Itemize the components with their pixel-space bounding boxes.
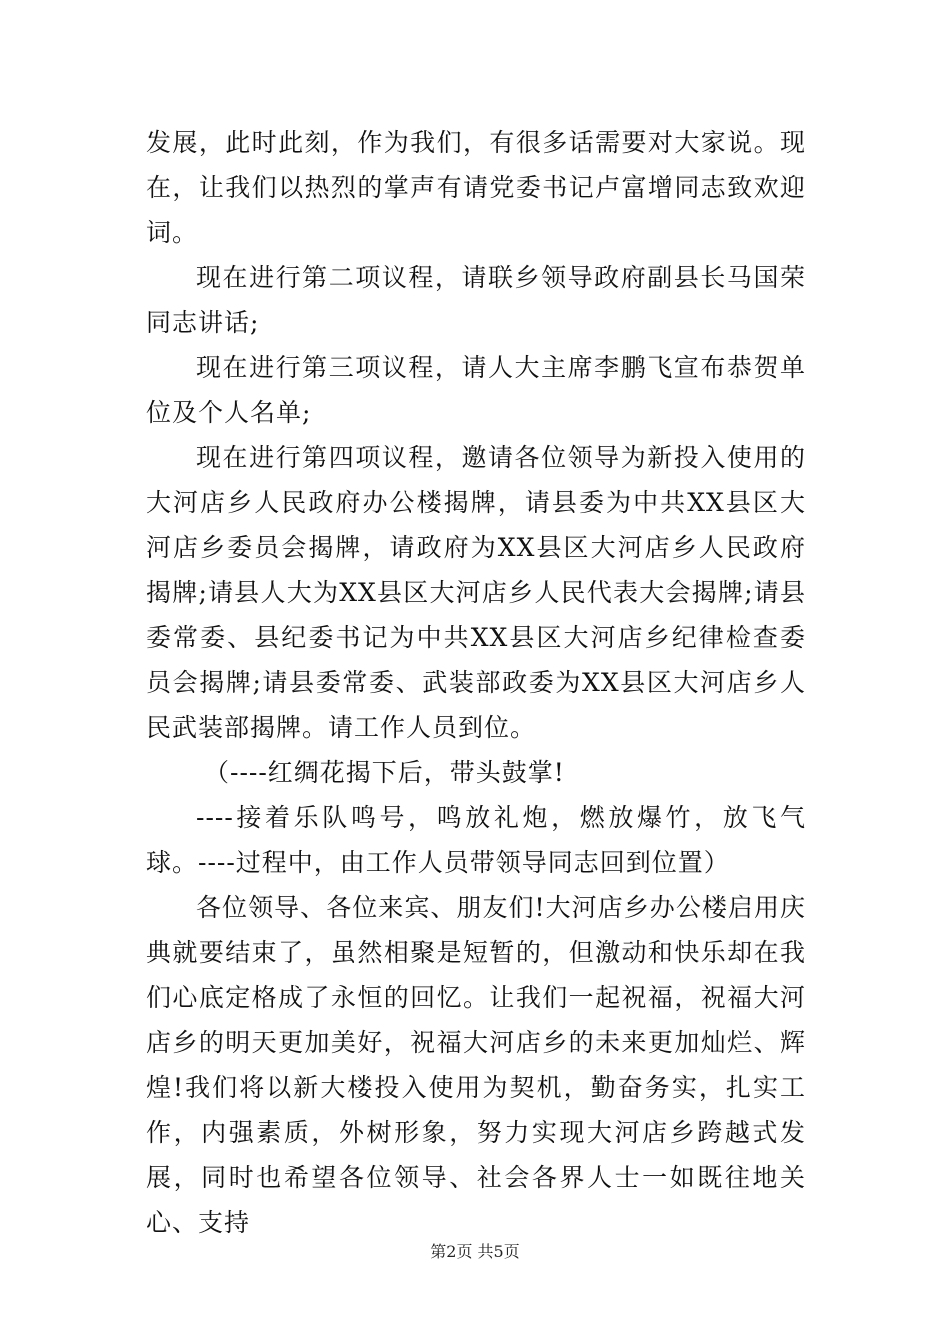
paragraph-6: ----接着乐队鸣号，鸣放礼炮，燃放爆竹，放飞气球。----过程中，由工作人员带领导同志回到位置）	[146, 803, 806, 877]
page-number: 第2页 共5页	[430, 1242, 520, 1261]
paragraph-2: 现在进行第二项议程，请联乡领导政府副县长马国荣同志讲话;	[146, 263, 806, 337]
paragraph-3: 现在进行第三项议程，请人大主席李鹏飞宣布恭贺单位及个人名单;	[146, 353, 806, 427]
paragraph-7: 各位领导、各位来宾、朋友们!大河店乡办公楼启用庆典就要结束了，虽然相聚是短暂的，但激动和快乐却在我们心底定格成了永恒的回忆。让我们一起祝福，祝福大河店乡的明天更加美好，祝福大河店乡的未来更加灿烂、辉煌!我们将以新大楼投入使用为契机，勤奋务实，扎实工作，内强素质，外树形象，努力实现大河店乡跨越式发展，同时也希望各位领导、社会各界人士一如既往地关心、支持	[146, 893, 806, 1237]
paragraph-1: 发展，此时此刻，作为我们，有很多话需要对大家说。现在，让我们以热烈的掌声有请党委书记卢富增同志致欢迎词。	[146, 128, 806, 247]
body-text	[146, 120, 806, 1245]
page-footer	[0, 1242, 950, 1262]
paragraph-4: 现在进行第四项议程，邀请各位领导为新投入使用的大河店乡人民政府办公楼揭牌，请县委为中共XX县区大河店乡委员会揭牌，请政府为XX县区大河店乡人民政府揭牌;请县人大为XX县区大河店乡人民代表大会揭牌;请县委常委、县纪委书记为中共XX县区大河店乡纪律检查委员会揭牌;请县委常委、武装部政委为XX县区大河店乡人民武装部揭牌。请工作人员到位。	[146, 443, 806, 742]
paragraph-5: （----红绸花揭下后，带头鼓掌!	[204, 758, 565, 787]
